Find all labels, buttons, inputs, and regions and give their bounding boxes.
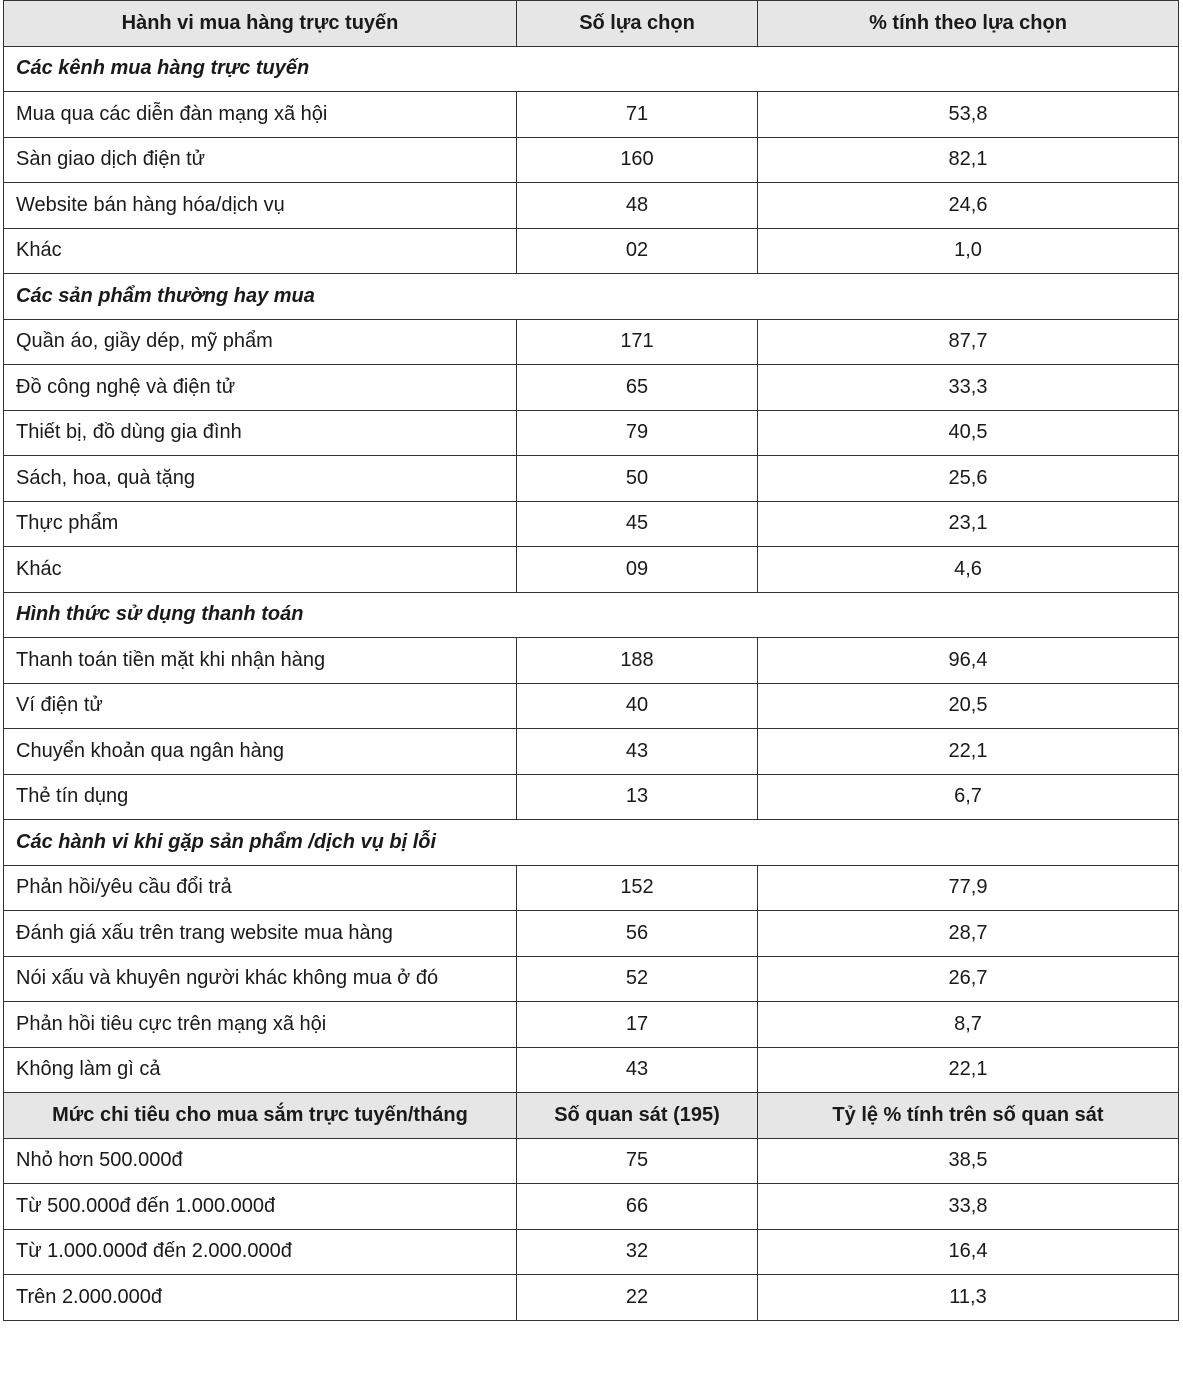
row-label: Thẻ tín dụng — [4, 774, 517, 820]
row-count: 160 — [517, 137, 758, 183]
row-percent: 23,1 — [758, 501, 1179, 547]
table-row — [4, 1047, 1179, 1093]
spending-header-level: Mức chi tiêu cho mua sắm trực tuyến/tháng — [4, 1093, 517, 1139]
row-count: 13 — [517, 774, 758, 820]
table-body — [4, 1, 1179, 1321]
table-row — [4, 183, 1179, 229]
survey-table — [3, 0, 1179, 1321]
row-label: Chuyển khoản qua ngân hàng — [4, 729, 517, 775]
table-row — [4, 92, 1179, 138]
spending-header-count: Số quan sát (195) — [517, 1093, 758, 1139]
section-row — [4, 592, 1179, 638]
section-title: Các kênh mua hàng trực tuyến — [4, 46, 1179, 92]
row-label: Phản hồi/yêu cầu đổi trả — [4, 865, 517, 911]
row-count: 65 — [517, 365, 758, 411]
row-percent: 33,8 — [758, 1184, 1179, 1230]
table-row — [4, 1229, 1179, 1275]
header-row — [4, 1, 1179, 47]
row-percent: 16,4 — [758, 1229, 1179, 1275]
table-row — [4, 410, 1179, 456]
row-label: Khác — [4, 228, 517, 274]
table-row — [4, 683, 1179, 729]
row-label: Đánh giá xấu trên trang website mua hàng — [4, 911, 517, 957]
header-behavior: Hành vi mua hàng trực tuyến — [4, 1, 517, 47]
table-row — [4, 501, 1179, 547]
row-percent: 4,6 — [758, 547, 1179, 593]
table-row — [4, 365, 1179, 411]
row-count: 32 — [517, 1229, 758, 1275]
row-label: Mua qua các diễn đàn mạng xã hội — [4, 92, 517, 138]
row-label: Phản hồi tiêu cực trên mạng xã hội — [4, 1002, 517, 1048]
row-label: Từ 1.000.000đ đến 2.000.000đ — [4, 1229, 517, 1275]
row-percent: 82,1 — [758, 137, 1179, 183]
section-title: Các hành vi khi gặp sản phẩm /dịch vụ bị lỗi — [4, 820, 1179, 866]
row-count: 40 — [517, 683, 758, 729]
row-count: 75 — [517, 1138, 758, 1184]
row-count: 22 — [517, 1275, 758, 1321]
row-count: 45 — [517, 501, 758, 547]
table-row — [4, 638, 1179, 684]
row-count: 152 — [517, 865, 758, 911]
row-percent: 25,6 — [758, 456, 1179, 502]
row-percent: 20,5 — [758, 683, 1179, 729]
row-label: Sách, hoa, quà tặng — [4, 456, 517, 502]
row-count: 79 — [517, 410, 758, 456]
row-label: Đồ công nghệ và điện tử — [4, 365, 517, 411]
table-row — [4, 911, 1179, 957]
table-row — [4, 1138, 1179, 1184]
row-label: Trên 2.000.000đ — [4, 1275, 517, 1321]
row-percent: 22,1 — [758, 729, 1179, 775]
table-row — [4, 729, 1179, 775]
row-count: 56 — [517, 911, 758, 957]
row-percent: 96,4 — [758, 638, 1179, 684]
table-row — [4, 228, 1179, 274]
table-row — [4, 774, 1179, 820]
row-count: 171 — [517, 319, 758, 365]
row-percent: 33,3 — [758, 365, 1179, 411]
row-label: Sàn giao dịch điện tử — [4, 137, 517, 183]
row-label: Thiết bị, đồ dùng gia đình — [4, 410, 517, 456]
row-label: Website bán hàng hóa/dịch vụ — [4, 183, 517, 229]
row-label: Nhỏ hơn 500.000đ — [4, 1138, 517, 1184]
table-row — [4, 1184, 1179, 1230]
table-row — [4, 547, 1179, 593]
row-percent: 22,1 — [758, 1047, 1179, 1093]
row-percent: 11,3 — [758, 1275, 1179, 1321]
table-row — [4, 1275, 1179, 1321]
row-count: 02 — [517, 228, 758, 274]
row-label: Thực phẩm — [4, 501, 517, 547]
row-percent: 28,7 — [758, 911, 1179, 957]
row-count: 188 — [517, 638, 758, 684]
table-row — [4, 956, 1179, 1002]
section-title: Các sản phẩm thường hay mua — [4, 274, 1179, 320]
table-row — [4, 1002, 1179, 1048]
row-count: 17 — [517, 1002, 758, 1048]
row-count: 52 — [517, 956, 758, 1002]
row-label: Khác — [4, 547, 517, 593]
table-row — [4, 319, 1179, 365]
header-percent: % tính theo lựa chọn — [758, 1, 1179, 47]
row-percent: 24,6 — [758, 183, 1179, 229]
row-count: 71 — [517, 92, 758, 138]
row-percent: 1,0 — [758, 228, 1179, 274]
spending-header-percent: Tỷ lệ % tính trên số quan sát — [758, 1093, 1179, 1139]
row-percent: 40,5 — [758, 410, 1179, 456]
header-count: Số lựa chọn — [517, 1, 758, 47]
row-percent: 53,8 — [758, 92, 1179, 138]
row-label: Quần áo, giầy dép, mỹ phẩm — [4, 319, 517, 365]
row-count: 43 — [517, 1047, 758, 1093]
row-label: Từ 500.000đ đến 1.000.000đ — [4, 1184, 517, 1230]
row-count: 43 — [517, 729, 758, 775]
row-percent: 87,7 — [758, 319, 1179, 365]
table-row — [4, 865, 1179, 911]
row-percent: 8,7 — [758, 1002, 1179, 1048]
row-label: Thanh toán tiền mặt khi nhận hàng — [4, 638, 517, 684]
row-count: 50 — [517, 456, 758, 502]
section-row — [4, 46, 1179, 92]
spending-header-row — [4, 1093, 1179, 1139]
section-title: Hình thức sử dụng thanh toán — [4, 592, 1179, 638]
section-row — [4, 274, 1179, 320]
row-percent: 38,5 — [758, 1138, 1179, 1184]
table-row — [4, 137, 1179, 183]
row-percent: 6,7 — [758, 774, 1179, 820]
row-percent: 26,7 — [758, 956, 1179, 1002]
section-row — [4, 820, 1179, 866]
row-count: 66 — [517, 1184, 758, 1230]
row-count: 09 — [517, 547, 758, 593]
row-label: Nói xấu và khuyên người khác không mua ở đó — [4, 956, 517, 1002]
row-count: 48 — [517, 183, 758, 229]
row-percent: 77,9 — [758, 865, 1179, 911]
row-label: Ví điện tử — [4, 683, 517, 729]
row-label: Không làm gì cả — [4, 1047, 517, 1093]
table-row — [4, 456, 1179, 502]
